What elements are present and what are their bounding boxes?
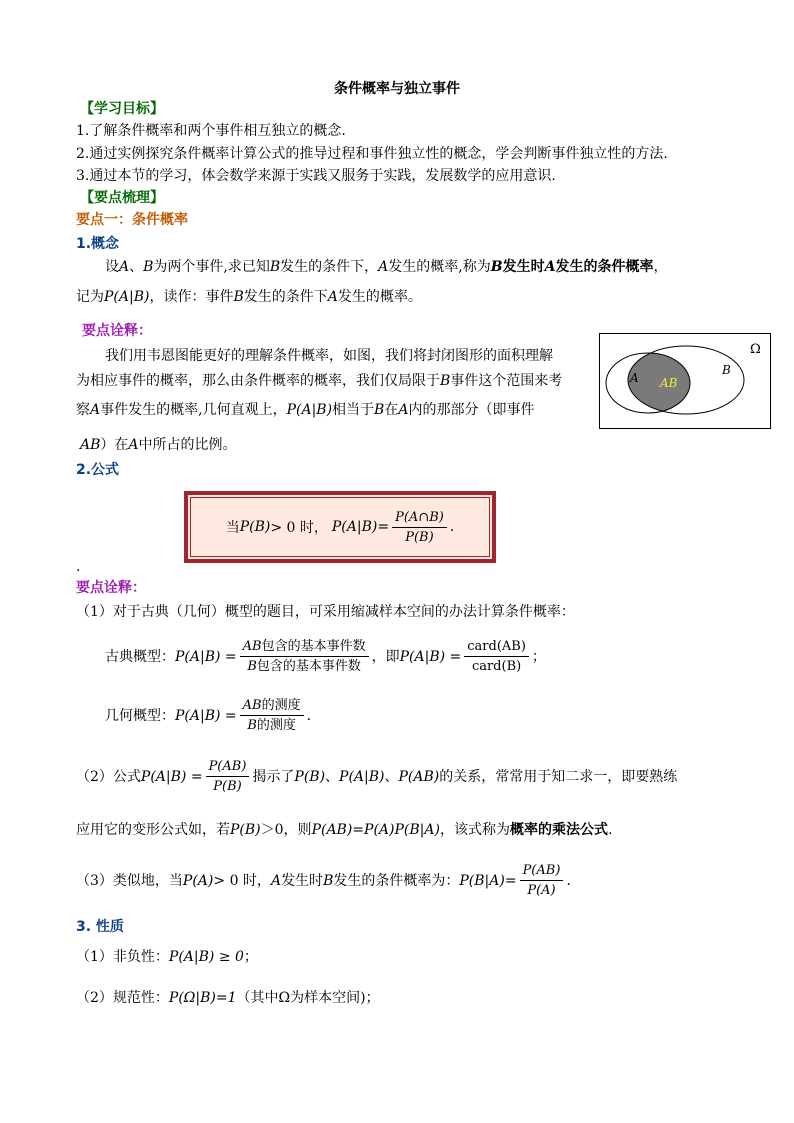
objective-item-1: 1.了解条件概率和两个事件相互独立的概念. <box>76 123 346 139</box>
venn-label-ab: AB <box>660 376 678 390</box>
formula-heading: 2.公式 <box>76 462 120 478</box>
venn-svg <box>600 334 770 428</box>
formula-fraction: $\frac{P(A\cap B)}{P(B)}$ <box>392 509 447 546</box>
note-line-4: AB）在A中所占的比例。 <box>80 437 237 453</box>
note2-item-3: （3）类似地，当 P(A) > 0 时， A 发生时 B 发生的条件概率为： P(B|A)= $\frac{P(AB)}{P(A)}$ . <box>76 863 571 898</box>
venn-label-a: A <box>630 371 639 385</box>
geometric-formula: 几何概型： P(A|B) = $\frac{\text{AB的测度}}{\text{B的测度}}$ . <box>105 698 312 733</box>
point1-heading: 要点一：条件概率 <box>76 212 188 228</box>
objective-item-2: 2.通过实例探究条件概率计算公式的推导过程和事件独立性的概念，学会判断事件独立性的方法. <box>76 146 668 162</box>
note-line-1: 我们用韦恩图能更好的理解条件概率，如图，我们将封闭图形的面积理解 <box>105 348 553 364</box>
note2-item-2: （2）公式 P(A|B) = $\frac{P(AB)}{P(B)}$ 揭示了 P(B) 、 P(A|B) 、 P(AB) 的关系，常常用于知二求一，即要熟练 <box>76 759 678 794</box>
page-title: 条件概率与独立事件 <box>334 81 460 97</box>
note-line-3: 察A事件发生的概率,几何直观上，P(A|B)相当于B在A内的那部分（即事件 <box>76 402 535 418</box>
concept-line-1: 设A、B为两个事件,求已知B发生的条件下，A发生的概率,称为B发生时A发生的条件概率， <box>105 259 668 275</box>
property-item-1: （1）非负性：P(A|B) ≥ 0； <box>76 949 258 965</box>
venn-diagram <box>599 333 771 429</box>
property-item-2: （2）规范性：P(Ω|B)=1（其中Ω为样本空间)； <box>76 990 380 1006</box>
note-line-2: 为相应事件的概率，那么由条件概率的概率，我们仅局限于B事件这个范围来考 <box>76 373 563 389</box>
concept-line-2: 记为P(A|B)，读作：事件B发生的条件下A发生的概率。 <box>76 289 422 305</box>
formula-box <box>184 491 496 563</box>
geometric-fraction: $\frac{\text{AB的测度}}{\text{B的测度}}$ <box>240 697 304 734</box>
item2-fraction: $\frac{P(AB)}{P(B)}$ <box>206 758 250 795</box>
classical-card-fraction: $\frac{\text{card(AB)}}{\text{card(B)}}$ <box>464 638 529 675</box>
note2-item-2-line-2: 应用它的变形公式如，若P(B)＞0，则P(AB)=P(A)P(B|A)，该式称为概率的乘法公式. <box>76 822 613 838</box>
objective-item-3: 3.通过本节的学习，体会数学来源于实践又服务于实践，发展数学的应用意识. <box>76 168 556 184</box>
item3-fraction: $\frac{P(AB)}{P(A)}$ <box>520 862 564 899</box>
classical-fraction: $\frac{\text{AB包含的基本事件数}}{\text{B包含的基本事件数}}$ <box>240 638 369 675</box>
note-heading-2: 要点诠释： <box>76 580 146 596</box>
formula-box-content: 当 P(B) > 0 时， P(A|B)= $\frac{P(A\cap B)}{P(B)}$ . <box>190 497 490 557</box>
objectives-heading: 【学习目标】 <box>80 101 164 117</box>
venn-omega-label: Ω <box>750 342 761 357</box>
classical-formula: 古典概型： P(A|B) = $\frac{\text{AB包含的基本事件数}}{\text{B包含的基本事件数}}$ ，即 P(A|B) = $\frac{\text{card(AB)}}{\text{card(B)}}$ ； <box>105 639 546 674</box>
venn-label-b: B <box>722 363 731 377</box>
note-heading-1: 要点诠释： <box>82 323 152 339</box>
properties-heading: 3. 性质 <box>76 919 124 935</box>
stray-dot: . <box>76 559 81 575</box>
concept-heading: 1.概念 <box>76 236 120 252</box>
note2-item-1: （1）对于古典（几何）概型的题目，可采用缩减样本空间的办法计算条件概率： <box>76 604 575 620</box>
summary-heading: 【要点梳理】 <box>80 190 164 206</box>
